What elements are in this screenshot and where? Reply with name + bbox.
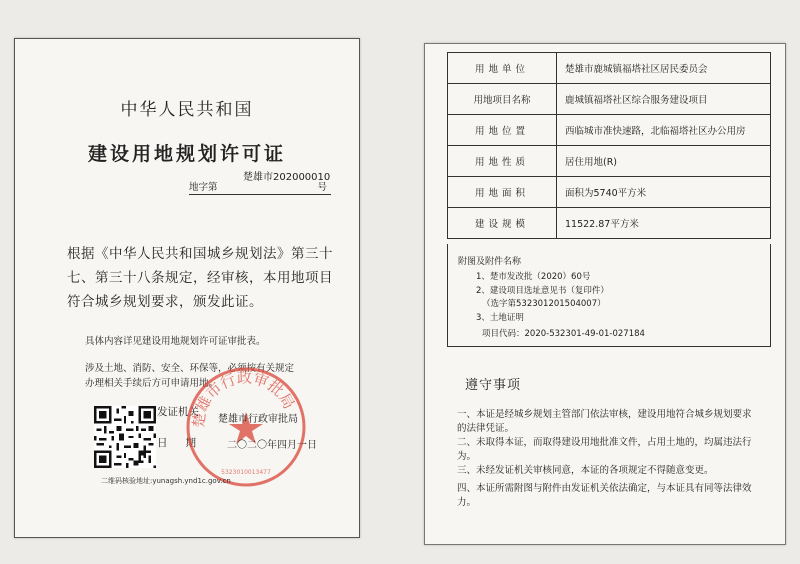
table-row xyxy=(448,53,771,84)
observation-item: 二、未取得本证，而取得建设用地批准文件，占用土地的，均属违法行为。 xyxy=(457,437,752,462)
table-row xyxy=(448,177,771,208)
note-procedures-line1: 涉及土地、消防、安全、环保等，必须按有关规定 xyxy=(85,363,295,374)
row-label: 用地位置 xyxy=(448,115,557,146)
seal-number: 5323010013477 xyxy=(221,469,271,476)
row-value: 鹿城镇福塔社区综合服务建设项目 xyxy=(557,84,771,115)
table-row xyxy=(448,115,771,146)
observation-item: 一、本证是经城乡规划主管部门依法审核，建设用地符合城乡规划要求的法律凭证。 xyxy=(457,409,752,434)
issue-date: 二〇二〇年四月一日 xyxy=(227,440,317,451)
qr-verify-address: 二维码核验地址:yunagsh.ynd1c.gov.cn xyxy=(101,477,231,485)
attachment-item: 2、建设项目选址意见书（复印件） xyxy=(476,286,609,296)
row-value: 西临城市准快速路，北临福塔社区办公用房 xyxy=(557,115,771,146)
note-details: 具体内容详见建设用地规划许可证审批表。 xyxy=(85,336,266,347)
issuer-name: 楚雄市行政审批局 xyxy=(218,414,298,425)
ground-number-line xyxy=(189,179,331,195)
table-row xyxy=(448,146,771,177)
official-seal xyxy=(183,364,309,490)
legal-paragraph: 根据《中华人民共和国城乡规划法》第三十七、第三十八条规定，经审核，本用地项目符合城乡规划要求，颁发此证。 xyxy=(67,246,333,310)
ground-suffix: 号 xyxy=(317,182,327,193)
attachments-title: 附图及附件名称 xyxy=(458,257,522,267)
qr-code[interactable] xyxy=(94,406,156,468)
attachment-item: （选字第532301201504007） xyxy=(482,299,606,309)
seal-text: 楚雄市行政审批局 xyxy=(189,368,299,429)
table-row xyxy=(448,84,771,115)
certificate-right-page xyxy=(424,43,786,545)
issuer-label: 发证机关 xyxy=(157,406,199,418)
attachments-box xyxy=(447,244,771,347)
row-label: 用地面积 xyxy=(448,177,557,208)
row-label: 建设规模 xyxy=(448,208,557,239)
row-value: 楚雄市鹿城镇福塔社区居民委员会 xyxy=(557,53,771,84)
row-label: 用地单位 xyxy=(448,53,557,84)
row-value: 11522.87平方米 xyxy=(557,208,771,239)
observations-title: 遵守事项 xyxy=(465,378,522,393)
land-info-table xyxy=(447,52,771,239)
row-label: 用地项目名称 xyxy=(448,84,557,115)
table-row xyxy=(448,208,771,239)
certificate-left-page xyxy=(14,38,360,538)
ground-prefix: 地字第 xyxy=(189,182,218,193)
row-value: 面积为5740平方米 xyxy=(557,177,771,208)
row-value: 居住用地(R) xyxy=(557,146,771,177)
row-label: 用地性质 xyxy=(448,146,557,177)
project-code: 项目代码：2020-532301-49-01-027184 xyxy=(482,329,645,339)
country-name: 中华人民共和国 xyxy=(120,100,254,120)
attachment-item: 3、土地证明 xyxy=(476,313,524,323)
observation-item: 三、未经发证机关审核同意，本证的各项规定不得随意变更。 xyxy=(457,465,714,476)
attachment-item: 1、楚市发改批（2020）60号 xyxy=(476,272,591,282)
observation-item: 四、本证所需附图与附件由发证机关依法确定，与本证具有同等法律效力。 xyxy=(457,483,752,508)
date-label: 日期 xyxy=(157,437,214,449)
certificate-title: 建设用地规划许可证 xyxy=(87,143,286,165)
note-procedures-line2: 办理相关手续后方可申请用地。 xyxy=(85,378,219,389)
permit-number: 楚雄市202000010 xyxy=(243,172,331,183)
